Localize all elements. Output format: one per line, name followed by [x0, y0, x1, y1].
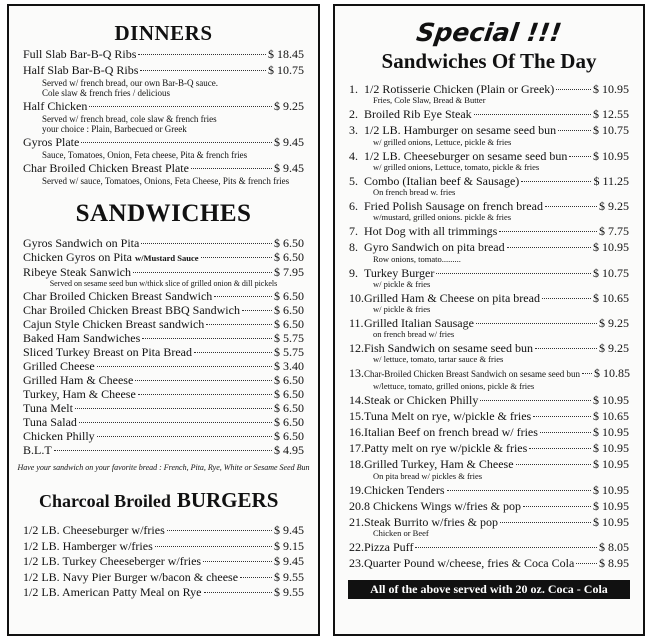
item-price: $ 7.75	[599, 224, 629, 239]
item-name: 1/2 LB. Hamberger w/fries	[23, 538, 153, 553]
item-price: $ 5.75	[274, 331, 304, 345]
item-price: $ 9.45	[274, 523, 304, 537]
item-name: Steak Burrito w/fries & pop	[364, 515, 498, 530]
dotted-leader	[535, 348, 597, 349]
menu-item	[349, 409, 629, 423]
coca-cola-banner: All of the above served with 20 oz. Coca - Cola	[348, 580, 630, 599]
menu-item	[349, 123, 629, 137]
sandwiches-heading: SANDWICHES	[75, 200, 252, 227]
dotted-leader	[204, 592, 273, 593]
dotted-leader	[54, 450, 272, 451]
menu-item	[23, 415, 304, 429]
dotted-leader	[474, 114, 591, 115]
item-price: $ 6.50	[274, 317, 304, 331]
item-price: $ 9.25	[599, 199, 629, 214]
item-name: Chicken Philly	[23, 429, 95, 443]
menu-item	[23, 265, 304, 279]
sandwiches-of-the-day-heading: Sandwiches Of The Day	[381, 49, 597, 73]
menu-item	[349, 499, 629, 513]
item-name: Half Slab Bar-B-Q Ribs	[23, 63, 139, 77]
menu-item	[23, 585, 304, 601]
item-number: 21.	[349, 515, 364, 530]
item-description: Chicken or Beef	[373, 528, 429, 539]
item-description: on french bread w/ fries	[373, 329, 455, 340]
item-name: Char Broiled Chicken Breast Plate	[23, 161, 189, 175]
item-description: w/ grilled onions, Lettuce, pickle & fries	[373, 136, 512, 147]
item-description: your choice : Plain, Barbecued or Greek	[42, 124, 187, 134]
item-price: $ 10.65	[593, 408, 629, 423]
item-name: 8 Chickens Wings w/fries & pop	[364, 498, 521, 513]
item-description: w/mustard, grilled onions. pickle & fries	[373, 212, 512, 223]
menu-item	[23, 401, 304, 415]
item-number: 15.	[349, 408, 364, 423]
special-heading: Special !!!	[414, 18, 564, 47]
item-description: w/ pickle & fries	[373, 304, 431, 315]
item-price: $ 9.25	[599, 341, 629, 356]
item-number: 11.	[349, 316, 364, 331]
item-description: w/ lettuce, tomato, tartar sauce & fries	[373, 354, 504, 365]
dotted-leader	[521, 181, 591, 182]
item-name: Tuna Melt on rye, w/pickle & fries	[364, 408, 532, 423]
menu-item	[23, 359, 304, 373]
item-price: $ 9.45	[274, 161, 304, 175]
item-name: Gyros Sandwich on Pita	[23, 236, 140, 250]
item-price: $ 10.95	[593, 240, 629, 255]
menu-item	[23, 250, 304, 265]
item-number: 14.	[349, 392, 364, 407]
dotted-leader	[540, 432, 591, 433]
dotted-leader	[75, 408, 272, 409]
menu-item	[349, 483, 629, 497]
dotted-leader	[203, 561, 272, 562]
dotted-leader	[79, 422, 272, 423]
menu-item	[349, 240, 629, 254]
menu-item	[23, 99, 304, 114]
item-description: Row onions, tomato.........	[373, 253, 461, 264]
item-name: 1/2 LB. Hamburger on sesame seed bun	[364, 123, 557, 138]
item-price: $ 6.50	[274, 415, 304, 429]
menu-item	[349, 556, 629, 570]
menu-item	[349, 291, 629, 305]
item-name: Broiled Rib Eye Steak	[364, 107, 472, 122]
item-name: Tuna Salad	[23, 415, 77, 429]
item-price: $ 6.50	[274, 429, 304, 443]
dotted-leader	[499, 231, 597, 232]
dinners-list	[9, 47, 318, 186]
menu-item	[349, 316, 629, 330]
menu-item	[23, 47, 304, 62]
left-menu-panel	[7, 4, 320, 636]
menu-item	[349, 425, 629, 439]
item-description: Served w/ french bread, our own Bar-B-Q sauce.	[42, 78, 219, 88]
dotted-leader	[142, 338, 272, 339]
menu-item	[23, 554, 304, 570]
item-description: Served w/ french bread, cole slaw & french fries	[42, 114, 217, 124]
item-name: Grilled Ham & Cheese on pita bread	[364, 290, 540, 305]
item-description: On french bread w. fries	[373, 187, 456, 198]
menu-item	[349, 82, 629, 96]
menu-item	[23, 345, 304, 359]
item-price: $ 10.75	[268, 63, 304, 77]
item-price: $ 6.50	[274, 236, 304, 250]
item-name: 1/2 Rotisserie Chicken (Plain or Greek)	[364, 82, 555, 96]
item-price: $ 18.45	[268, 47, 304, 61]
item-name: Char Broiled Chicken Breast Sandwich	[23, 289, 213, 303]
item-number: 6.	[349, 199, 358, 214]
item-price: $ 6.50	[274, 387, 304, 401]
item-price: $ 9.45	[274, 554, 304, 568]
item-price: $ 9.15	[274, 538, 304, 553]
item-name: Turkey, Ham & Cheese	[23, 387, 136, 401]
item-name: Sliced Turkey Breast on Pita Bread	[23, 345, 192, 359]
item-price: $ 10.85	[594, 366, 631, 381]
item-name: Fried Polish Sausage on french bread	[364, 199, 543, 214]
menu-item	[349, 366, 629, 381]
dotted-leader	[135, 380, 272, 381]
menu-item	[349, 393, 629, 407]
item-description: Served on sesame seed bun w/thick slice of grilled onion & dill pickels	[49, 279, 278, 288]
item-price: $ 10.75	[593, 123, 629, 138]
item-number: 13.	[349, 366, 364, 381]
item-name: 1/2 LB. Turkey Cheeseberger w/fries	[23, 554, 202, 568]
item-number: 5.	[349, 173, 358, 188]
dotted-leader	[155, 546, 272, 547]
dotted-leader	[558, 130, 591, 131]
menu-item	[23, 570, 304, 586]
item-price: $ 6.50	[274, 250, 304, 264]
dotted-leader	[89, 106, 272, 107]
item-price: $ 10.95	[593, 148, 629, 163]
item-name: Grilled Italian Sausage	[364, 316, 474, 331]
dotted-leader	[529, 448, 591, 449]
item-name: Tuna Melt	[23, 401, 73, 415]
item-name: Steak or Chicken Philly	[364, 392, 479, 407]
menu-item	[23, 523, 304, 539]
dotted-leader	[214, 296, 272, 297]
item-price: $ 10.95	[593, 82, 629, 96]
item-description: w/ grilled onions, Lettuce, tomato, pickle & fries	[373, 161, 540, 172]
item-description: w/lettuce, tomato, grilled onions, pickle & fries	[373, 380, 535, 391]
dotted-leader	[141, 243, 272, 244]
specials-panel	[333, 4, 645, 636]
dotted-leader	[167, 530, 272, 531]
item-price: $ 12.55	[593, 107, 629, 122]
burgers-heading-big: BURGERS	[176, 488, 279, 512]
dotted-leader	[436, 273, 591, 274]
menu-item	[23, 289, 304, 303]
item-number: 10.	[349, 290, 364, 305]
dotted-leader	[138, 394, 272, 395]
dotted-leader	[206, 324, 272, 325]
bread-footnote: Have your sandwich on your favorite bread : French, Pita, Rye, White or Sesame Seed Bun	[17, 463, 310, 472]
item-price: $ 3.40	[274, 359, 304, 373]
item-name: Fish Sandwich on sesame seed bun	[364, 341, 533, 356]
item-price: $ 9.45	[274, 135, 304, 149]
item-name: Patty melt on rye w/pickle & fries	[364, 441, 528, 456]
item-name: Combo (Italian beef & Sausage)	[364, 173, 520, 188]
item-price: $ 7.95	[274, 265, 304, 279]
item-price: $ 10.65	[593, 290, 629, 305]
dotted-leader	[194, 352, 272, 353]
item-number: 22.	[349, 540, 364, 555]
dotted-leader	[576, 563, 597, 564]
dotted-leader	[556, 89, 591, 90]
item-number: 7.	[349, 224, 358, 239]
sandwiches-list	[9, 236, 318, 457]
dotted-leader	[133, 272, 272, 273]
item-name: 1/2 LB. American Patty Meal on Rye	[23, 585, 202, 599]
item-price: $ 8.05	[599, 540, 629, 555]
item-name: 1/2 LB. Cheeseburger on sesame seed bun	[364, 148, 568, 163]
item-price: $ 9.55	[274, 569, 304, 584]
specials-list	[335, 82, 643, 571]
item-price: $ 9.25	[274, 99, 304, 113]
item-name: Char-Broiled Chicken Breast Sandwich on sesame seed bun	[364, 369, 581, 380]
item-price: $ 10.95	[593, 425, 629, 440]
menu-item	[23, 387, 304, 401]
menu-item	[23, 443, 304, 457]
item-price: $ 9.25	[599, 316, 629, 331]
item-name: Grilled Ham & Cheese	[23, 373, 134, 387]
item-number: 20.	[349, 498, 364, 513]
dotted-leader	[545, 206, 597, 207]
menu-item	[349, 341, 629, 355]
item-price: $ 10.95	[593, 515, 629, 530]
item-number: 17.	[349, 441, 364, 456]
item-name: Turkey Burger	[364, 265, 435, 280]
menu-item	[23, 303, 304, 317]
dotted-leader	[533, 416, 591, 417]
item-name: Grilled Cheese	[23, 359, 95, 373]
item-price: $ 5.75	[274, 345, 304, 359]
menu-item	[23, 317, 304, 331]
menu-item	[349, 149, 629, 163]
burgers-list	[9, 523, 318, 601]
item-name: Quarter Pound w/cheese, fries & Coca Cola	[364, 556, 575, 571]
menu-item	[349, 457, 629, 471]
item-number: 9.	[349, 265, 358, 280]
item-number: 18.	[349, 457, 364, 472]
item-price: $ 10.95	[593, 482, 629, 497]
item-number: 2.	[349, 107, 358, 122]
item-number: 1.	[349, 82, 358, 96]
dotted-leader	[242, 310, 272, 311]
item-description: Sauce, Tomatoes, Onion, Feta cheese, Pita & french fries	[42, 150, 248, 160]
dotted-leader	[140, 70, 266, 71]
dotted-leader	[516, 464, 591, 465]
menu-item	[23, 135, 304, 150]
item-number: 19.	[349, 482, 364, 497]
dotted-leader	[138, 54, 266, 55]
menu-item	[349, 107, 629, 121]
item-price: $ 6.50	[274, 401, 304, 415]
burgers-heading	[9, 488, 318, 513]
menu-item	[23, 331, 304, 345]
item-name: 1/2 LB. Navy Pier Burger w/bacon & cheese	[23, 569, 239, 584]
item-price: $ 10.95	[593, 498, 629, 513]
item-price: $ 6.50	[274, 289, 304, 303]
dotted-leader	[447, 490, 591, 491]
item-name: Gyros Plate	[23, 135, 80, 149]
item-name: 1/2 LB. Cheeseburger w/fries	[23, 523, 165, 537]
menu-item	[23, 429, 304, 443]
item-number: 23.	[349, 556, 364, 571]
menu-item	[23, 161, 304, 176]
dotted-leader	[415, 547, 597, 548]
item-price: $ 10.75	[593, 265, 629, 280]
item-name: Char Broiled Chicken Breast BBQ Sandwich	[23, 303, 240, 317]
menu-item	[23, 539, 304, 555]
item-price: $ 11.25	[593, 173, 629, 188]
item-name: Italian Beef on french bread w/ fries	[364, 425, 538, 440]
item-name: Chicken Gyros on Pita	[23, 250, 132, 264]
item-name: Baked Ham Sandwiches	[23, 331, 141, 345]
item-number: 8.	[349, 240, 358, 255]
menu-item	[349, 224, 629, 238]
item-price: $ 10.95	[593, 441, 629, 456]
item-price: $ 6.50	[274, 303, 304, 317]
menu-item	[23, 373, 304, 387]
item-price: $ 10.95	[593, 392, 629, 407]
item-number: 4.	[349, 148, 358, 163]
dotted-leader	[507, 247, 591, 248]
item-description: On pita bread w/ pickles & fries	[373, 470, 483, 481]
item-description: Served w/ sauce, Tomatoes, Onions, Feta Cheese, Pits & french fries	[42, 176, 290, 186]
dotted-leader	[480, 400, 591, 401]
item-description: Fries, Cole Slaw, Bread & Butter	[373, 95, 486, 106]
dotted-leader	[582, 373, 592, 374]
item-name: Chicken Tenders	[364, 482, 445, 497]
item-number: 3.	[349, 123, 358, 138]
item-name: B.L.T	[23, 443, 52, 457]
item-number: 12.	[349, 341, 364, 356]
item-extra: w/Mustard Sauce	[135, 253, 199, 263]
item-price: $ 10.95	[593, 457, 629, 472]
menu-item	[23, 63, 304, 78]
dotted-leader	[201, 257, 272, 258]
menu-item	[23, 236, 304, 250]
dotted-leader	[81, 142, 272, 143]
dotted-leader	[500, 522, 591, 523]
menu-item	[349, 199, 629, 213]
dotted-leader	[476, 323, 597, 324]
menu-item	[349, 266, 629, 280]
dotted-leader	[240, 577, 272, 578]
item-name: Pizza Puff	[364, 540, 414, 555]
item-price: $ 4.95	[274, 443, 304, 457]
menu-item	[349, 540, 629, 554]
dotted-leader	[97, 436, 272, 437]
menu-item	[349, 174, 629, 188]
item-name: Grilled Turkey, Ham & Cheese	[364, 457, 514, 472]
item-name: Cajun Style Chicken Breast sandwich	[23, 317, 205, 331]
item-description: w/ pickle & fries	[373, 278, 431, 289]
item-number: 16.	[349, 425, 364, 440]
dotted-leader	[97, 366, 272, 367]
dotted-leader	[542, 298, 591, 299]
dotted-leader	[191, 168, 272, 169]
item-name: Hot Dog with all trimmings	[364, 224, 498, 239]
item-price: $ 6.50	[274, 373, 304, 387]
dinners-heading: DINNERS	[114, 21, 213, 45]
menu-item	[349, 441, 629, 455]
item-name: Gyro Sandwich on pita bread	[364, 240, 505, 255]
item-price: $ 8.95	[599, 556, 629, 571]
item-price: $ 9.55	[274, 585, 304, 599]
dotted-leader	[569, 156, 591, 157]
item-name: Full Slab Bar-B-Q Ribs	[23, 47, 137, 61]
menu-item	[349, 515, 629, 529]
item-name: Ribeye Steak Sanwich	[23, 265, 131, 279]
dotted-leader	[523, 506, 591, 507]
item-name: Half Chicken	[23, 99, 88, 113]
burgers-heading-small: Charcoal Broiled	[39, 491, 171, 511]
item-description: Cole slaw & french fries / delicious	[42, 88, 170, 98]
